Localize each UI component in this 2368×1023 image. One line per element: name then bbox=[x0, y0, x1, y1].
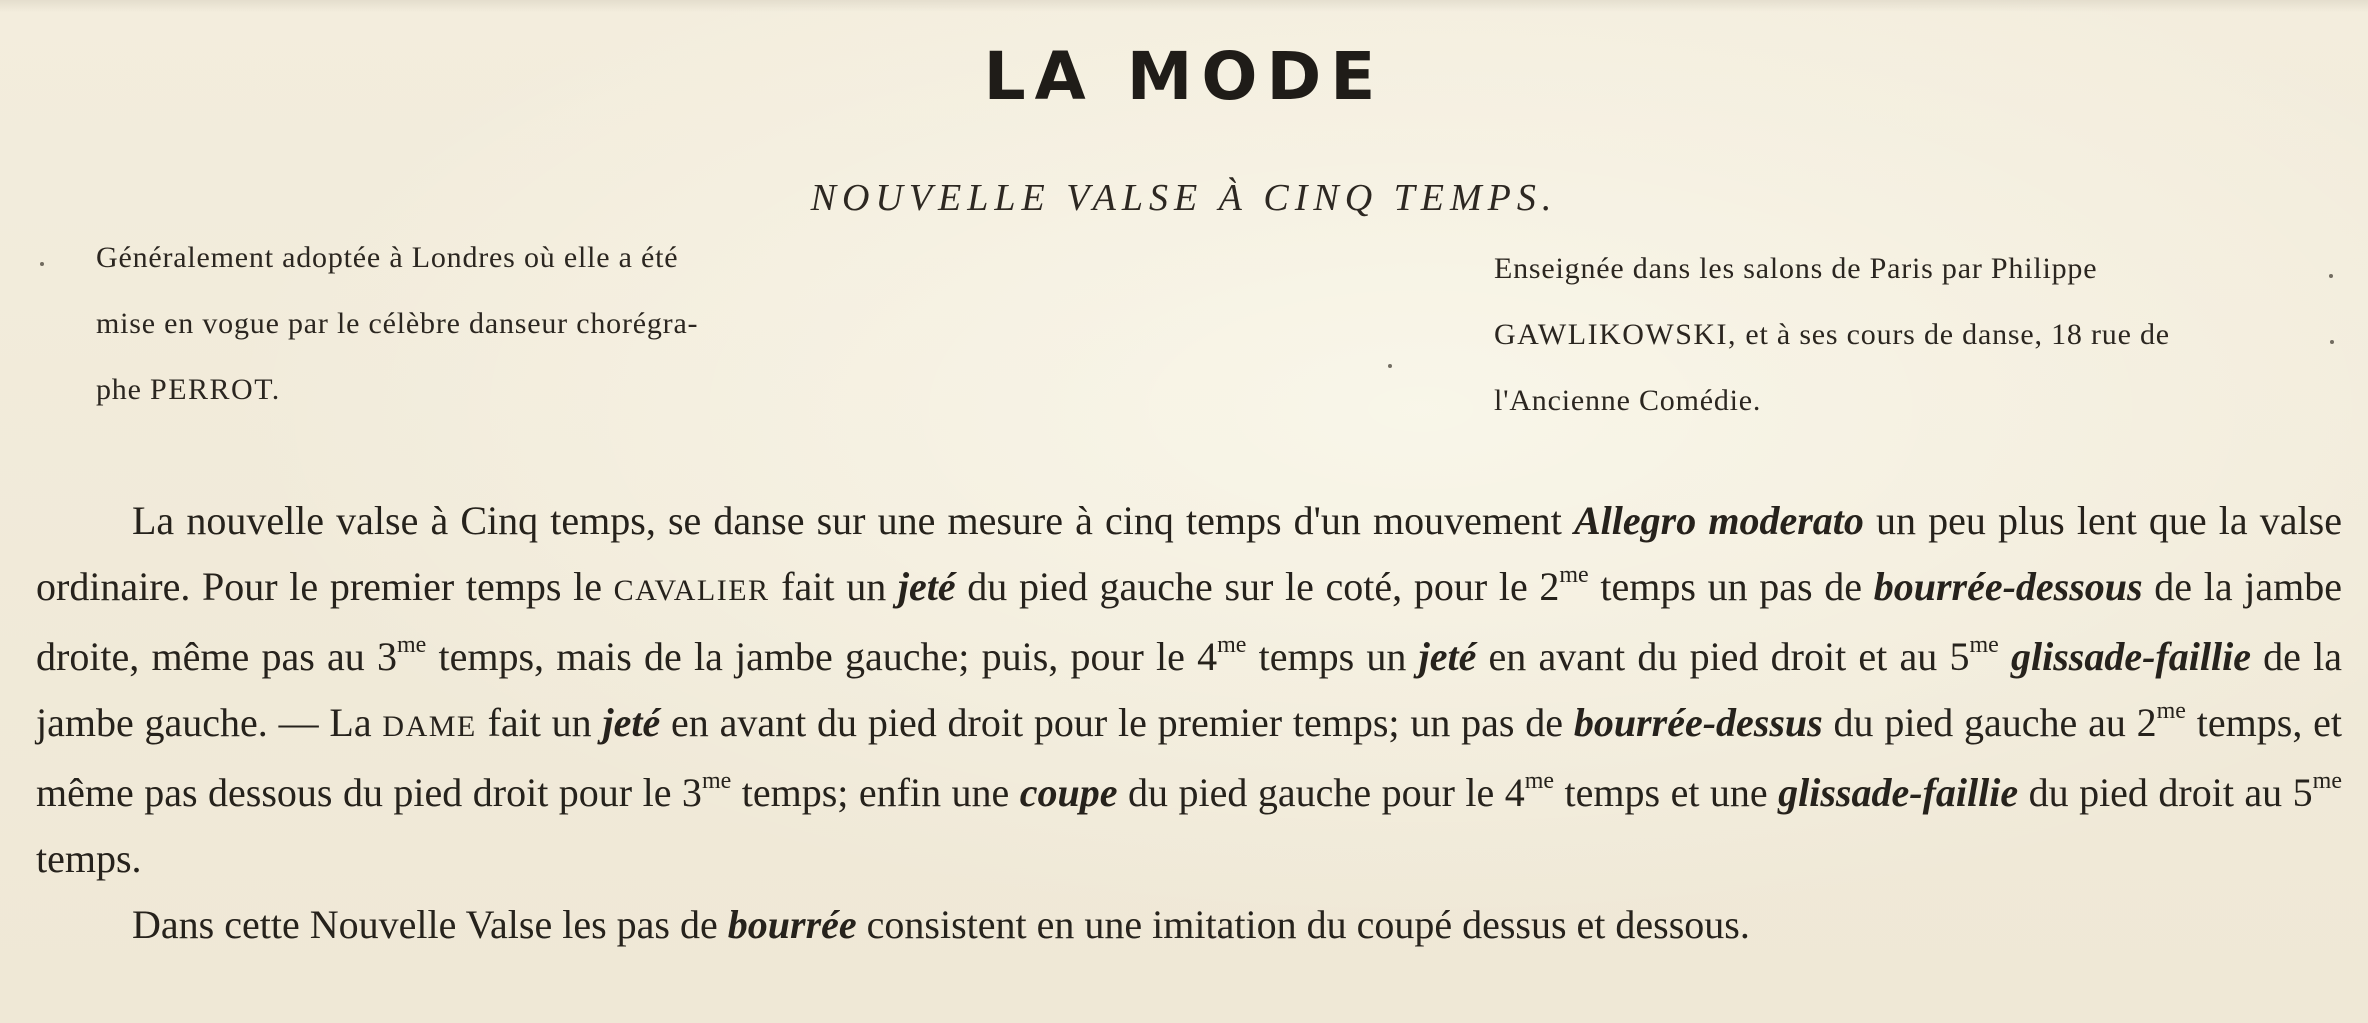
text-run: du pied gauche au 2 bbox=[1822, 700, 2157, 745]
text-run: du pied gauche sur le coté, pour le 2 bbox=[955, 564, 1560, 609]
step-term: bourrée-dessous bbox=[1873, 564, 2143, 609]
text-run: en avant du pied droit et au 5 bbox=[1476, 634, 1970, 679]
text-run: un peu plus lent que la valse ordinaire. Pour le premier temps le bbox=[36, 498, 2342, 609]
top-edge-shade bbox=[0, 0, 2368, 12]
step-term: bourrée bbox=[727, 902, 857, 947]
paris-note-text: et à ses cours de danse, 18 rue de bbox=[1737, 318, 2170, 351]
dance-subtitle: NOUVELLE VALSE À CINQ TEMPS. bbox=[810, 177, 1558, 219]
ordinal-suffix: me bbox=[1217, 632, 1247, 658]
london-note-line: Généralement adoptée à Londres où elle a été bbox=[96, 241, 679, 274]
ink-speck bbox=[2329, 274, 2333, 278]
text-run: temps et une bbox=[1554, 770, 1779, 815]
step-term: jeté bbox=[897, 564, 956, 609]
step-term: coupe bbox=[1019, 770, 1118, 815]
text-run: Dans cette Nouvelle Valse les pas de bbox=[132, 902, 728, 947]
text-run: temps. bbox=[36, 836, 142, 881]
ink-speck bbox=[40, 262, 44, 266]
ordinal-suffix: me bbox=[1559, 562, 1589, 588]
step-term: bourrée-dessus bbox=[1573, 700, 1823, 745]
paris-note-line bbox=[1444, 302, 2324, 368]
dame-label: DAME bbox=[382, 710, 477, 743]
text-run: du pied gauche pour le 4 bbox=[1117, 770, 1525, 815]
london-note-line bbox=[46, 357, 876, 423]
london-note-line: mise en vogue par le célèbre danseur chorégra- bbox=[96, 307, 699, 340]
text-run: temps, et même pas dessous du pied droit pour le 3 bbox=[36, 700, 2342, 815]
text-run: La nouvelle valse à Cinq temps, se danse sur une mesure à cinq temps d'un mouvement bbox=[132, 498, 1574, 543]
text-run: temps un pas de bbox=[1588, 564, 1874, 609]
text-run: de la jambe droite, même pas au 3 bbox=[36, 564, 2342, 679]
instructions-paragraph-2 bbox=[36, 892, 2342, 958]
text-run bbox=[1999, 634, 2011, 679]
ordinal-suffix: me bbox=[1524, 768, 1555, 794]
london-note bbox=[46, 225, 876, 423]
ordinal-suffix: me bbox=[1969, 632, 1999, 658]
ordinal-suffix: me bbox=[396, 632, 427, 658]
text-run: temps un bbox=[1246, 634, 1419, 679]
text-run: en avant du pied droit pour le premier temps; un pas de bbox=[660, 700, 1574, 745]
text-run: de la jambe gauche. — La bbox=[36, 634, 2343, 745]
ink-speck bbox=[2330, 340, 2334, 344]
step-term: glissade-faillie bbox=[2011, 634, 2251, 679]
london-note-text: phe bbox=[96, 373, 151, 406]
step-term: glissade-faillie bbox=[1778, 770, 2019, 815]
paris-note bbox=[1444, 236, 2324, 434]
text-run: du pied droit au 5 bbox=[2018, 770, 2313, 815]
instructions-paragraph-1 bbox=[36, 488, 2342, 892]
page-title: LA MODE bbox=[983, 38, 1385, 115]
text-run: temps, mais de la jambe gauche; puis, pour le 4 bbox=[426, 634, 1218, 679]
perrot-name: PERROT. bbox=[150, 373, 281, 406]
cavalier-label: CAVALIER bbox=[613, 574, 770, 607]
text-run: fait un bbox=[769, 564, 898, 609]
text-run: temps; enfin une bbox=[731, 770, 1020, 815]
ordinal-suffix: me bbox=[2156, 698, 2186, 724]
text-run: fait un bbox=[476, 700, 603, 745]
step-term: jeté bbox=[602, 700, 661, 745]
text-run: consistent en une imitation du coupé dessus et dessous. bbox=[856, 902, 1750, 947]
ink-speck bbox=[1388, 364, 1392, 368]
step-term: jeté bbox=[1418, 634, 1477, 679]
dance-instructions bbox=[36, 488, 2342, 958]
paris-note-line: Enseignée dans les salons de Paris par Philippe bbox=[1494, 252, 2098, 285]
paris-note-line: l'Ancienne Comédie. bbox=[1494, 384, 1762, 417]
ordinal-suffix: me bbox=[2312, 768, 2342, 794]
gawlikowski-name: GAWLIKOWSKI, bbox=[1494, 318, 1738, 351]
tempo-term: Allegro moderato bbox=[1573, 498, 1864, 543]
ordinal-suffix: me bbox=[701, 768, 732, 794]
